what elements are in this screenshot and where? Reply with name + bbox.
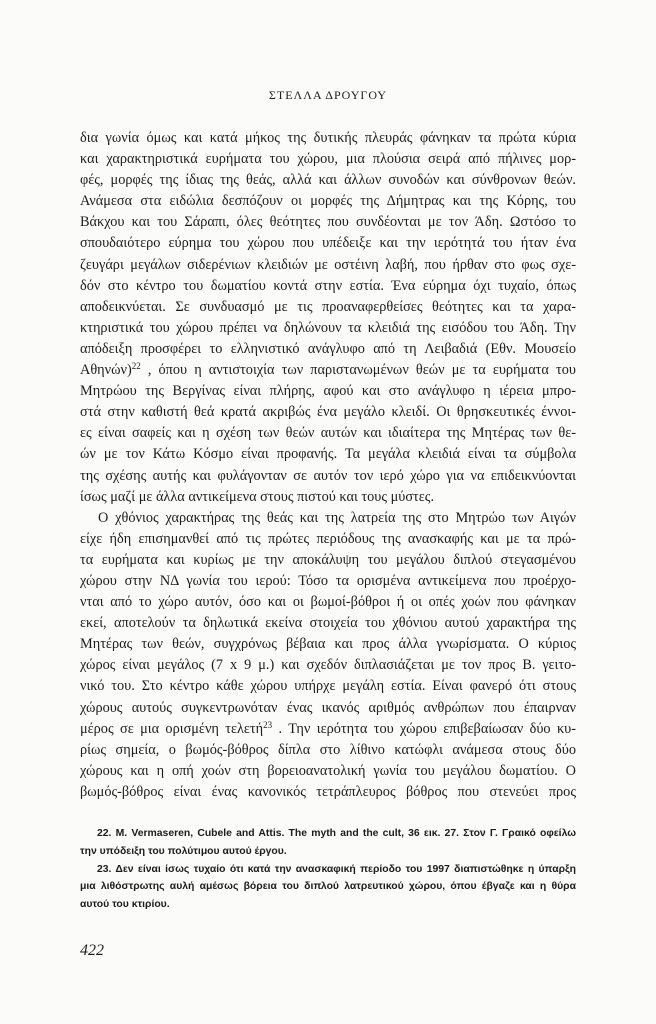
text-line: Ο χθόνιος χαρακτήρας της θεάς και της λατρεία της στο Μητρώο των Αιγών	[98, 509, 576, 526]
text-line: σπουδαιότερο εύρημα του χώρου που υπέδειξε και την ιερότητά του ήταν ένα	[80, 235, 576, 252]
footnote-line: 22. M. Vermaseren, Cubele and Attis. The myth and the cult, 36 εικ. 27. Στον Γ. Γραικό οφείλω	[97, 828, 576, 839]
running-head: ΣΤΕΛΛΑ ΔΡΟΥΓΟΥ	[268, 88, 388, 102]
text-line: χώρου στην ΝΔ γωνία του ιερού: Τόσο τα ορισμένα αντικείμενα που προέρχο-	[80, 572, 576, 589]
text-line: και χαρακτηριστικά ευρήματα του χώρου, μια πλούσια σειρά από πήλινες μορ-	[80, 151, 576, 168]
page-number: 422	[80, 942, 104, 959]
text-fragment: μέρος σε μια ορισμένη τελετή	[80, 720, 264, 737]
footnote-23	[80, 861, 576, 914]
text-line	[80, 360, 576, 381]
text-line: χώρους αυτούς συγκεντρωνόταν ένας ικανός αριθμός ανθρώπων που έπαιρναν	[80, 699, 576, 716]
text-line: εκεί, αποτελούν τα δηλωτικά εκείνα στοιχεία του χθόνιου αυτού χαρακτήρα της	[80, 615, 576, 632]
footnote-line: 23. Δεν είναι ίσως τυχαίο ότι κατά την ανασκαφική περίοδο του 1997 διαπιστώθηκε η ύπαρξη	[97, 863, 576, 875]
text-line: τα ευρήματα και κυρίως με την αποκάλυψη του μεγάλου διπλού στεγασμένου	[80, 551, 576, 568]
text-line: Βάκχου και του Σάραπι, όλες θεότητες που συνδέονται με τον Άδη. Ωστόσο το	[80, 214, 576, 231]
text-line: απόδειξη προσφέρει το ελληνιστικό ανάγλυφο από τη Λειβαδιά (Εθν. Μουσείο	[80, 340, 576, 357]
footnote-ref-23: 23	[263, 719, 273, 730]
text-line: στά στην καθιστή θεά κρατά ακριβώς ένα μεγάλο κλειδί. Οι θρησκευτικές έννοι-	[80, 404, 576, 421]
text-line: νται από το χώρο αυτόν, όσο και οι βωμοί-βόθροι ή οι οπές χοών που φάνηκαν	[80, 594, 576, 611]
text-line: ρίως σημεία, ο βωμός-βόθρος δίπλα στο λίθινο κατώφλι ανάμεσα στους δύο	[80, 741, 576, 758]
main-text	[80, 128, 576, 803]
text-line: αποδεικνύεται. Σε συνδυασμό με τις προαναφερθείσες θεότητες και τα χαρα-	[80, 298, 576, 315]
text-line: είχε ήδη επισημανθεί από τις πρώτες περιόδους της ανασκαφής και με τα πρώ-	[80, 530, 576, 547]
text-line: χώρους και η οπή χοών στη βορειοανατολική γωνία του μεγάλου δωματίου. Ο	[80, 762, 576, 779]
footnote-ref-22: 22	[131, 361, 141, 372]
paragraph-2	[80, 508, 576, 803]
footnote-line: μια λιθόστρωτης αυλή αμέσως βόρεια του διπλού λατρευτικού χώρου, όπου έβγαζε και η θύρα	[80, 881, 576, 893]
footnote-line: την υπόδειξη του πολύτιμου αυτού έργου.	[80, 845, 287, 857]
text-line: Μητρώου της Βεργίνας είναι πλήρης, αφού και στο ανάγλυφο η ιέρεια μπρο-	[80, 383, 576, 400]
footnotes	[80, 825, 576, 914]
text-line: ίσως μαζί με άλλα αντικείμενα στους πιστού και τους μύστες.	[80, 488, 435, 505]
text-line: ών με τον Κάτω Κόσμο είναι προφανής. Τα μεγάλα κλειδιά είναι τα σύμβολα	[80, 446, 576, 463]
text-line: νικό του. Στο κέντρο κάθε χώρου υπήρχε μεγάλη εστία. Είναι φανερό ότι στους	[80, 678, 576, 695]
text-line: κτηριστικά του χώρου πρέπει να δηλώνουν τα κλειδιά της εισόδου του Άδη. Την	[80, 319, 576, 336]
paragraph-1	[80, 128, 576, 508]
text-line: δια γωνία όμως και κατά μήκος της δυτικής πλευράς φάνηκαν τα πρώτα κύρια	[80, 130, 576, 146]
footnote-22	[80, 825, 576, 861]
text-fragment: Αθηνών)	[80, 362, 132, 379]
text-line: της σχέσης αυτής και φυλάγονταν σε αυτόν τον ιερό χώρο για να επιδεικνύονται	[80, 467, 576, 484]
text-line: χώρος είναι μεγάλος (7 x 9 μ.) και σχεδόν διπλασιάζεται με τον προς Β. γειτο-	[80, 657, 576, 674]
text-line: βωμός-βόθρος είναι ένας κανονικός τετράπλευρος βόθρος που στενεύει προς	[80, 783, 576, 800]
footnote-line: αυτού του κτιρίου.	[80, 899, 170, 911]
text-line: ες είναι σαφείς και η σχέση των θεών αυτών και ιδιαίτερα της Μητέρας των θε-	[80, 425, 576, 442]
text-line: φές, μορφές της ίδιας της θεάς, αλλά και άλλων συνοδών και σύνθρονων θεών.	[80, 172, 576, 189]
text-line: Ανάμεσα στα ειδώλια δεσπόζουν οι μορφές της Δήμητρας και της Κόρης, του	[80, 193, 576, 210]
text-fragment: . Την ιερότητα του χώρου επιβεβαίωσαν δύο κυ-	[272, 720, 576, 737]
text-fragment: , όπου η αντιστοιχία των παριστανωμένων θεών με τα ευρήματα του	[140, 362, 576, 379]
text-line: ζευγάρι μεγάλων σιδερένιων κλειδιών με οστέινη λαβή, που ήρθαν στο φως σχε-	[80, 256, 576, 273]
text-line: δόν στο κέντρο του δωματίου κοντά στην εστία. Ένα εύρημα όχι τυχαίο, όπως	[80, 277, 576, 294]
text-line: Μητέρας των θεών, συγχρόνως βέβαια και προς άλλα γνωρίσματα. Ο κύριος	[80, 636, 576, 653]
text-line	[80, 719, 576, 740]
